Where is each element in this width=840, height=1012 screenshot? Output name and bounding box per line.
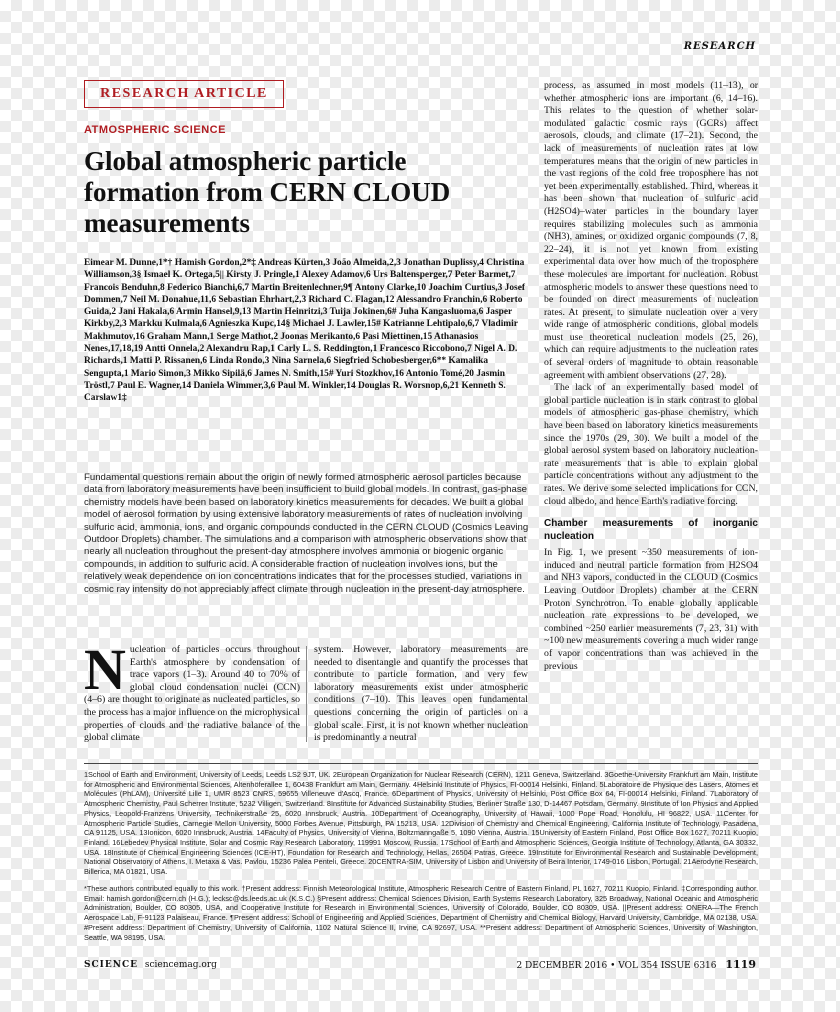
journal-site[interactable]: sciencemag.org <box>144 960 217 970</box>
author-notes: *These authors contributed equally to this work. †Present address: Finnish Meteorological Institute, Atmospheric Research Centre of Eastern Finland, PL 1627, 70211 Kuopio, Finland. ‡Corresponding author. Email: hamish.gordon@cern.ch (H.G.); lecksc@ds.leeds.ac.uk (K.S.C.) §Present address: Chemical Sciences Division, Earth Systems Research Laboratory, 325 Broadway, National Oceanic and Atmospheric Administration, Boulder, CO 80305, USA, and Cooperative Institute for Research in Environmental Sciences, University of Colorado, Boulder, CO 80309, USA. ||Present address: ONERA—The French Aerospace Lab, F-91123 Palaiseau, France. ¶Present address: School of Engineering and Applied Sciences, Department of Chemistry and Chemical Biology, Harvard University, Cambridge, MA 02138, USA. #Present address: Department of Chemistry, University of California, 1102 Natural Science II, Irvine, CA 92697, USA. **Present address: Department of Atmospheric Sciences, University of Washington, Seattle, WA 98195, USA. <box>84 884 758 942</box>
footnote-rule <box>84 763 758 764</box>
section-subheading: Chamber measurements of inorganic nucleation <box>544 518 758 542</box>
issue-info: 2 DECEMBER 2016 • VOL 354 ISSUE 6316 <box>516 961 717 971</box>
column-divider <box>306 646 307 742</box>
body-text-col2: system. However, laboratory measurements are needed to disentangle and quantify the processes that contribute to particle formation, and very few laboratory measurements exist under atmospheric conditions (7–10). This leaves open fundamental questions concerning the origin of particles on a global scale. First, it is not known whether nucleation is predominantly a neutral <box>314 644 528 744</box>
author-list: Eimear M. Dunne,1*† Hamish Gordon,2*‡ Andreas Kürten,3 João Almeida,2,3 Jonathan Duplissy,4 Christina Williamson,3§ Ismael K. Ortega,5|| Kirsty J. Pringle,1 Alexey Adamov,6 Urs Baltensperger,7 Peter Barmet,7 Francois Benduhn,8 Federico Bianchi,6,7 Martin Breitenlechner,9¶ Antony Clarke,10 Joachim Curtius,3 Josef Dommen,7 Neil M. Donahue,11,6 Sebastian Ehrhart,2,3 Richard C. Flagan,12 Alessandro Franchin,6 Roberto Guida,2 Jani Hakala,6 Armin Hansel,9,13 Martin Heinritzi,3 Tuija Jokinen,6# Juha Kangasluoma,6 Jasper Kirkby,2,3 Markku Kulmala,6 Agnieszka Kupc,14§ Michael J. Lawler,15# Katrianne Lehtipalo,6,7 Vladimir Makhmutov,16 Graham Mann,1 Serge Mathot,2 Joonas Merikanto,6 Pasi Miettinen,15 Athanasios Nenes,17,18,19 Antti Onnela,2 Alexandru Rap,1 Carly L. S. Reddington,1 Francesco Riccobono,7 Nigel A. D. Richards,1 Matti P. Rissanen,6 Linda Rondo,3 Nina Sarnela,6 Siegfried Schobesberger,6** Kamalika Sengupta,1 Mario Simon,3 Mikko Sipilä,6 James N. Smith,15# Yuri Stozkhov,16 Antonio Tomé,20 Jasmin Tröstl,7 Paul E. Wagner,14 Daniela Wimmer,3,6 Paul M. Winkler,14 Douglas R. Worsnop,6,21 Kenneth S. Carslaw1‡ <box>84 258 525 404</box>
journal-name: SCIENCE <box>84 960 138 970</box>
body-paragraph-3: In Fig. 1, we present ~350 measurements of ion-induced and neutral particle formation from H2SO4 and NH3 vapors, conducted in the CLOUD (Cosmics Leaving Outdoor Droplets) chamber at the CERN Proton Synchrotron. To enable globally applicable nucleation rate expressions to be developed, we combined ~250 earlier measurements (7, 23, 31) with ~100 new measurements covering a much wider range of vapor concentrations than was achieved in the previous <box>544 547 758 672</box>
article-title: Global atmospheric particle formation from CERN CLOUD measurements <box>84 146 451 238</box>
page-number: 1119 <box>725 958 756 971</box>
body-paragraph-1: process, as assumed in most models (11–13), or whether atmospheric ions are important (6, 14–16). This relates to the question of whether solar-modulated galactic cosmic rays (GCRs) affect aerosols, clouds, and climate (17–21). Second, the lack of measurements of nucleation rates at low temperatures means that the origin of new particles in the vast regions of the cold free troposphere has not yet been experimentally established. Third, whereas it has been shown that nucleation of sulfuric acid (H2SO4)–water particles in the boundary layer requires stabilizing molecules such as ammonia (NH3), amines, or oxidized organic compounds (7, 8, 22–24), it is not yet known from existing experimental data over how much of the troposphere these molecules are important for nucleation. Robust atmospheric models to answer these questions need to be founded on direct measurements of nucleation rates. At present, to simulate nucleation over a very wide range of atmospheric conditions, global models must use theoretical nucleation models (25, 26), which can require adjustments to the nucleation rates of several orders of magnitude to obtain reasonable agreement with ambient observations (27, 28). <box>544 80 758 381</box>
footer-issue <box>516 958 756 971</box>
body-column-1 <box>84 637 300 745</box>
article-type-badge: RESEARCH ARTICLE <box>84 80 284 108</box>
section-label: ATMOSPHERIC SCIENCE <box>84 124 226 136</box>
body-paragraph-2: The lack of an experimentally based model of global particle nucleation is in stark contrast to global models of atmospheric gas-phase chemistry, which have been based on laboratory kinetics measurements since the 1970s (29, 30). We built a model of the global aerosol system based on laboratory nucleation-rate measurements that is able to explain global particle concentrations without any adjustment to the rates. We derive some selected implications for CCN, cloud albedo, and hence Earth's radiative forcing. <box>544 382 758 507</box>
body-text-col1: ucleation of particles occurs throughout Earth's atmosphere by condensation of trace vapors (1–3). Around 40 to 70% of global cloud condensation nuclei (CCN) (4–6) are thought to originate as nucleated particles, so the process has a major influence on the microphysical properties of clouds and the radiative balance of the global climate <box>84 644 300 744</box>
abstract: Fundamental questions remain about the origin of newly formed atmospheric aerosol particles because data from laboratory measurements have been insufficient to build global models. In contrast, gas-phase chemistry models have been based on laboratory kinetics measurements for decades. We built a global model of aerosol formation by using extensive laboratory measurements of rates of nucleation involving sulfuric acid, ammonia, ions, and organic compounds conducted in the CERN CLOUD (Cosmics Leaving Outdoor Droplets) chamber. The simulations and a comparison with atmospheric observations show that nearly all nucleation throughout the present-day atmosphere involves ammonia or biogenic organic compounds, in addition to sulfuric acid. A considerable fraction of nucleation involves ions, but the relatively weak dependence on ion concentrations indicates that for the processes studied, variations in cosmic ray intensity do not appreciably affect climate through nucleation in the present-day atmosphere. <box>84 472 529 595</box>
affiliations: 1School of Earth and Environment, University of Leeds, Leeds LS2 9JT, UK. 2European Organization for Nuclear Research (CERN), 1211 Geneva, Switzerland. 3Goethe-University Frankfurt am Main, Institute for Atmospheric and Environmental Sciences, Altenhöferallee 1, 60438 Frankfurt am Main, Germany. 4Helsinki Institute of Physics, FI-00014 Helsinki, Finland. 5Laboratoire de Physique des Lasers, Atomes et Molécules (PhLAM), Université Lille 1, UMR 8523 CNRS, 59655 Villeneuve d'Ascq, France. 6Department of Physics, University of Helsinki, Post Office Box 64, FI-00014 Helsinki, Finland. 7Laboratory of Atmospheric Chemistry, Paul Scherrer Institute, 5232 Villigen, Switzerland. 8Institute for Advanced Sustainability Studies, Berliner Straße 130, D-14467 Potsdam, Germany. 9Institute of Ion Physics and Applied Physics, Leopold-Franzens University, Technikerstraße 25, 6020 Innsbruck, Austria. 10Department of Oceanography, University of Hawaii, 1000 Pope Road, Honolulu, HI 96822, USA. 11Center for Atmospheric Particle Studies, Carnegie Mellon University, 5000 Forbes Avenue, Pittsburgh, PA 15213, USA. 12Division of Chemistry and Chemical Engineering, California Institute of Technology, Pasadena, CA 91125, USA. 13Ionicon, 6020 Innsbruck, Austria. 14Faculty of Physics, University of Vienna, Boltzmanngaße 5, 1090 Vienna, Austria. 15University of Eastern Finland, Post Office Box 1627, 70211 Kuopio, Finland. 16Lebedev Physical Institute, Solar and Cosmic Ray Research Laboratory, 119991 Moscow, Russia. 17School of Earth and Atmospheric Sciences, Georgia Institute of Technology, Atlanta, GA 30332, USA. 18Institute of Chemical Engineering Sciences (ICE-HT), Foundation for Research and Technology, Hellas, 26504 Patras, Greece. 19Institute for Environmental Research and Sustainable Development, National Observatory of Athens, I. Metaxa & Vas. Pavlou, 15236 Palea Penteli, Greece. 20CENTRA-SIM, University of Lisbon and University of Beira Interior, 1749-016 Lisbon, Portugal. 21Aerodyne Research, Billerica, MA 01821, USA. <box>84 770 758 877</box>
drop-cap: N <box>84 637 126 702</box>
footer-journal <box>84 960 217 970</box>
body-column-2 <box>314 644 528 745</box>
running-head: RESEARCH <box>683 41 756 52</box>
body-column-3 <box>544 80 758 673</box>
